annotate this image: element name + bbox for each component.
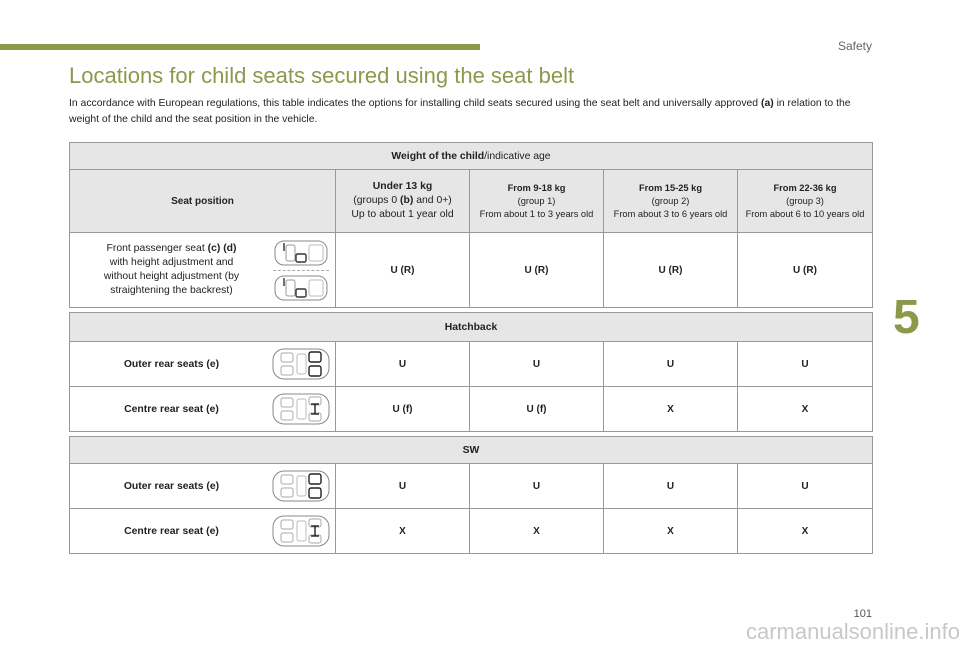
column-header-group2: From 15-25 kg (group 2) From about 3 to 6 years old (604, 170, 738, 232)
hatchback-header: Hatchback (444, 321, 498, 333)
front-value-group1: U (R) (470, 233, 604, 307)
icon-col (267, 346, 335, 382)
hatchback-outer-row (69, 342, 873, 387)
hatchback-outer-value-group1: U (470, 342, 604, 386)
front-value-group3: U (R) (793, 264, 817, 276)
hatchback-table (69, 312, 873, 432)
weight-header: Weight of the child /indicative age (391, 150, 551, 162)
seat-position-header: Seat position (70, 170, 336, 232)
intro-text-end: in relation to the weight of the child and the seat position in the vehicle. (69, 98, 851, 125)
hatchback-centre-label: Centre rear seat (e) (124, 403, 219, 415)
sw-header-row (69, 436, 873, 464)
hatchback-centre-row (69, 387, 873, 432)
front-seat-table (69, 142, 873, 308)
car-front-seat-icon (273, 238, 329, 268)
hatchback-centre-value-group3: X (801, 403, 809, 415)
hatchback-centre-cell (70, 387, 336, 431)
column-header-row (69, 170, 873, 233)
intro-text: In accordance with European regulations, this table indicates the options for installing child seats secured using the seat belt and universally approved (69, 98, 761, 109)
sw-centre-cell (70, 509, 336, 553)
sw-centre-row (69, 509, 873, 554)
front-passenger-cell (70, 233, 336, 307)
icon-col (267, 513, 335, 549)
column-header-group0: Under 13 kg (groups 0 (b) and 0+) Up to about 1 year old (336, 170, 470, 232)
hatchback-outer-value-group2: U (604, 342, 738, 386)
car-outer-rear-seats-icon (271, 468, 331, 504)
sw-header: SW (462, 444, 480, 456)
hatchback-header-row (69, 312, 873, 342)
page-title: Locations for child seats secured using the seat belt (69, 63, 575, 88)
hatchback-centre-value-group0: U (f) (336, 387, 470, 431)
sw-table (69, 436, 873, 554)
sw-outer-cell (70, 464, 336, 508)
sw-centre-label: Centre rear seat (e) (124, 525, 219, 537)
hatchback-outer-value-group3: U (801, 358, 809, 370)
front-passenger-row (69, 233, 873, 308)
top-accent-bar (0, 44, 480, 50)
column-header-group3: From 22-36 kg (group 3) From about 6 to 10 years old (745, 182, 865, 219)
hatchback-outer-cell (70, 342, 336, 386)
sw-centre-value-group1: X (470, 509, 604, 553)
sw-centre-value-group3: X (801, 525, 809, 537)
hatchback-centre-value-group2: X (604, 387, 738, 431)
car-centre-rear-seat-icon (271, 513, 331, 549)
watermark: carmanualsonline.info (745, 619, 960, 644)
car-outer-rear-seats-icon (271, 346, 331, 382)
sw-outer-value-group0: U (336, 464, 470, 508)
icon-separator (273, 270, 329, 271)
chapter-number: 5 (893, 291, 920, 344)
hatchback-outer-value-group0: U (336, 342, 470, 386)
icon-col (267, 468, 335, 504)
intro-ref: (a) (760, 98, 774, 109)
weight-header-row (69, 142, 873, 170)
sw-centre-value-group0: X (336, 509, 470, 553)
hatchback-outer-label: Outer rear seats (e) (123, 358, 220, 370)
intro-paragraph (69, 96, 879, 128)
sw-outer-value-group2: U (604, 464, 738, 508)
hatchback-centre-value-group1: U (f) (470, 387, 604, 431)
page-number: 101 (853, 608, 872, 620)
column-header-group1: From 9-18 kg (group 1) From about 1 to 3 years old (470, 170, 604, 232)
front-seat-icons (267, 238, 335, 303)
car-front-seat-icon (273, 273, 329, 303)
car-centre-rear-seat-icon (271, 391, 331, 427)
front-passenger-label: Front passenger seat (c) (d) with height adjustment and without height adjustment (by straightening the backrest) (103, 243, 240, 296)
sw-centre-value-group2: X (604, 509, 738, 553)
sw-outer-row (69, 464, 873, 509)
front-value-group0: U (R) (336, 233, 470, 307)
sw-outer-value-group1: U (470, 464, 604, 508)
front-value-group2: U (R) (604, 233, 738, 307)
sw-outer-label: Outer rear seats (e) (123, 480, 220, 492)
sw-outer-value-group3: U (801, 480, 809, 492)
icon-col (267, 391, 335, 427)
section-label: Safety (837, 39, 872, 53)
